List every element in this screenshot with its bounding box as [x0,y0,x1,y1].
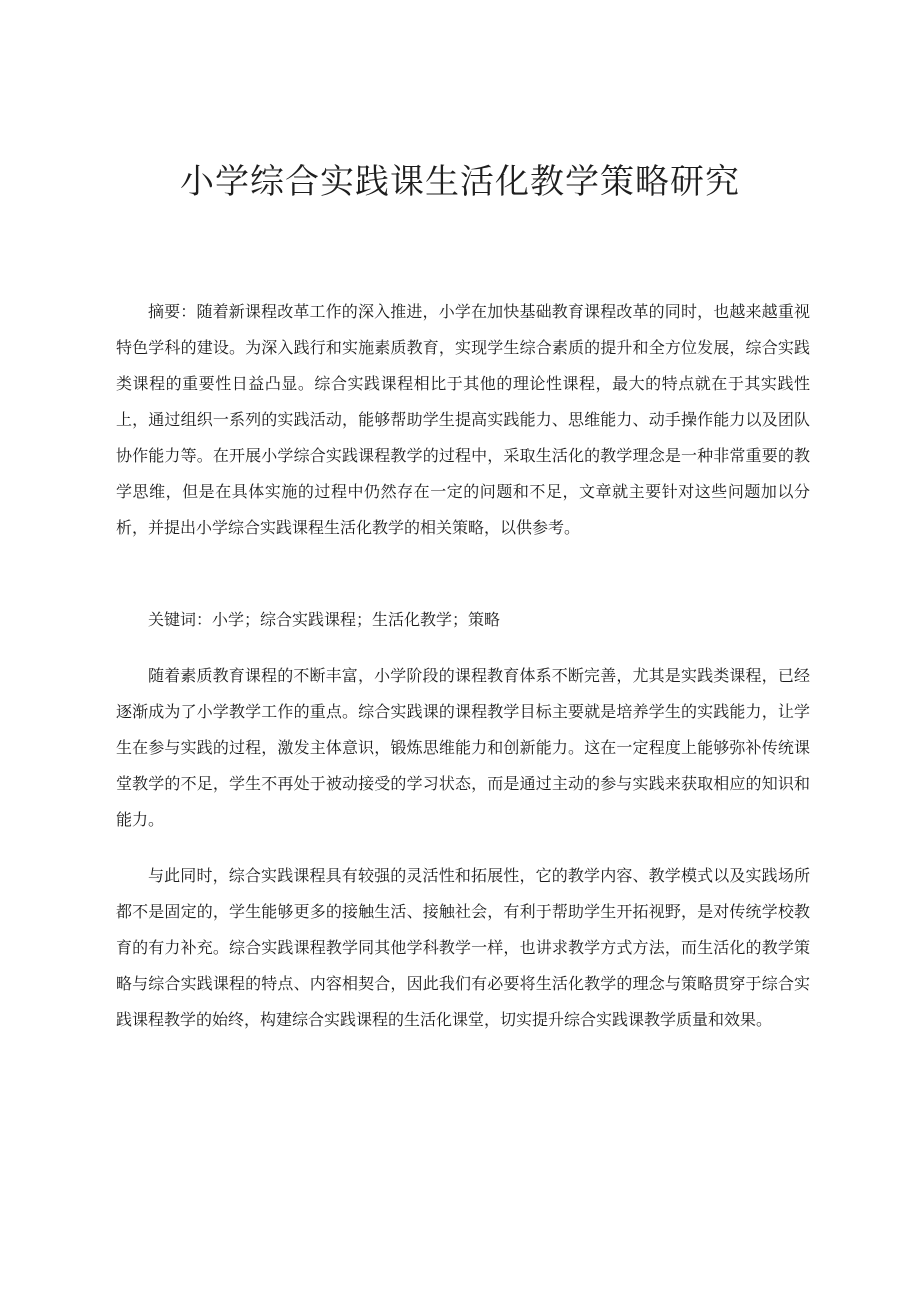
document-title: 小学综合实践课生活化教学策略研究 [180,162,740,202]
body-paragraph: 随着素质教育课程的不断丰富，小学阶段的课程教育体系不断完善，尤其是实践类课程，已经逐渐成为了小学教学工作的重点。综合实践课的课程教学目标主要就是培养学生的实践能力，让学生在参与实践的过程，激发主体意识，锻炼思维能力和创新能力。这在一定程度上能够弥补传统课堂教学的不足，学生不再处于被动接受的学习状态，而是通过主动的参与实践来获取相应的知识和能力。 [116,666,810,829]
keywords-line: 关键词：小学；综合实践课程；生活化教学；策略 [148,610,501,629]
body-paragraph: 与此同时，综合实践课程具有较强的灵活性和拓展性，它的教学内容、教学模式以及实践场所都不是固定的，学生能够更多的接触生活、接触社会，有利于帮助学生开拓视野，是对传统学校教育的有力补充。综合实践课程教学同其他学科教学一样，也讲求教学方式方法，而生活化的教学策略与综合实践课程的特点、内容相契合，因此我们有必要将生活化教学的理念与策略贯穿于综合实践课程教学的始终，构建综合实践课程的生活化课堂，切实提升综合实践课教学质量和效果。 [116,866,810,1029]
abstract-paragraph: 摘要：随着新课程改革工作的深入推进，小学在加快基础教育课程改革的同时，也越来越重视特色学科的建设。为深入践行和实施素质教育，实现学生综合素质的提升和全方位发展，综合实践类课程的重要性日益凸显。综合实践课程相比于其他的理论性课程，最大的特点就在于其实践性上，通过组织一系列的实践活动，能够帮助学生提高实践能力、思维能力、动手操作能力以及团队协作能力等。在开展小学综合实践课程教学的过程中，采取生活化的教学理念是一种非常重要的教学思维，但是在具体实施的过程中仍然存在一定的问题和不足，文章就主要针对这些问题加以分析，并提出小学综合实践课程生活化教学的相关策略，以供参考。 [116,302,810,537]
